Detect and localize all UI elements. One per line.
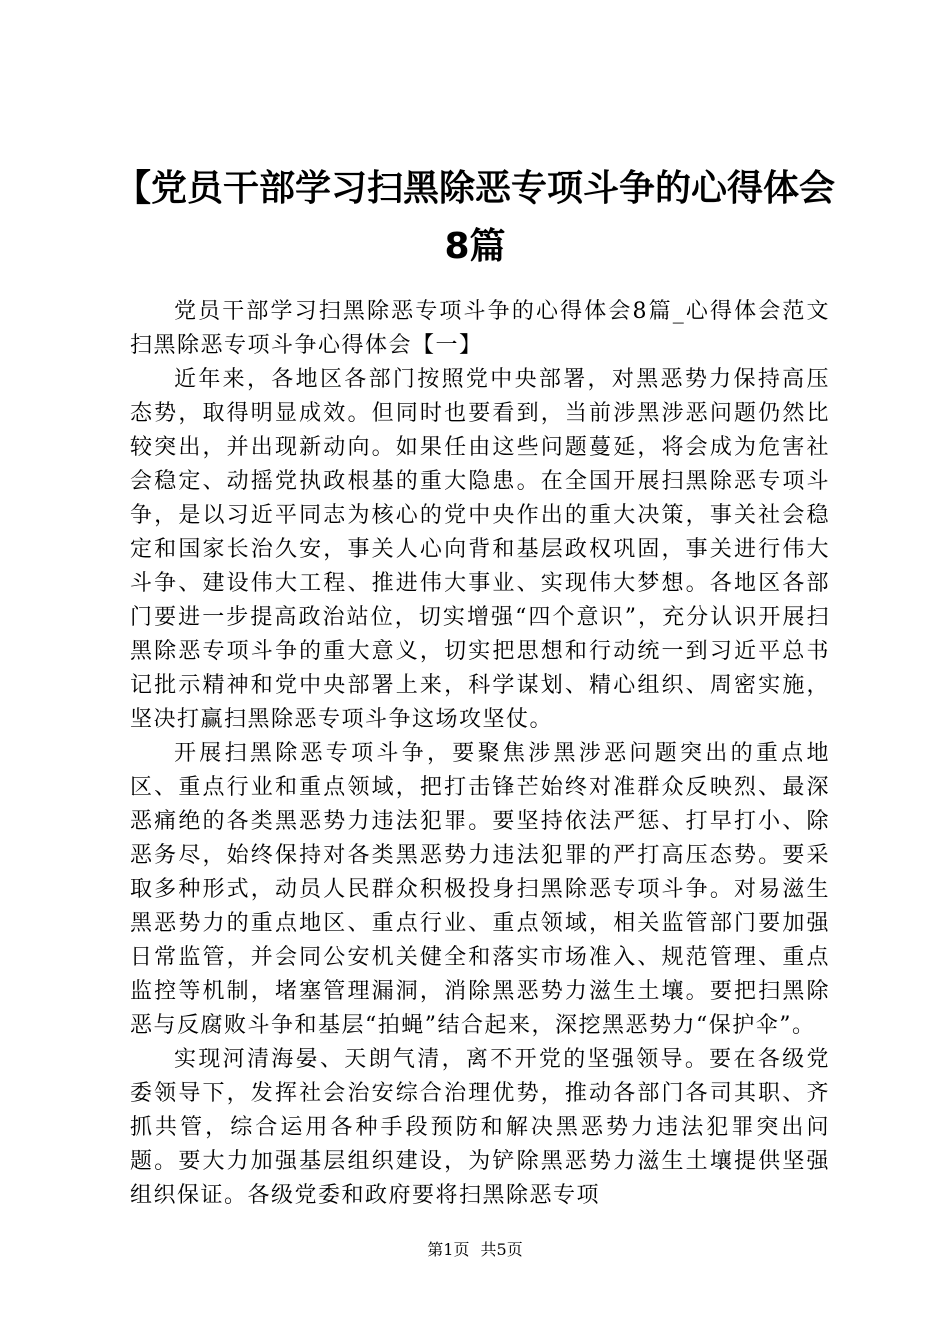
paragraph-intro: 党员干部学习扫黑除恶专项斗争的心得体会8篇_心得体会范文扫黑除恶专项斗争心得体会【一】 [130,299,830,358]
paragraph-1: 近年来，各地区各部门按照党中央部署，对黑恶势力保持高压态势，取得明显成效。但同时也要看到，当前涉黑涉恶问题仍然比较突出，并出现新动向。如果任由这些问题蔓延，将会成为危害社会稳定、动摇党执政根基的重大隐患。在全国开展扫黑除恶专项斗争，是以习近平同志为核心的党中央作出的重大决策，事关社会稳定和国家长治久安，事关人心向背和基层政权巩固，事关进行伟大斗争、建设伟大工程、推进伟大事业、实现伟大梦想。各地区各部门要进一步提高政治站位，切实增强“四个意识”，充分认识开展扫黑除恶专项斗争的重大意义，切实把思想和行动统一到习近平总书记批示精神和党中央部署上来，科学谋划、精心组织、周密实施，坚决打赢扫黑除恶专项斗争这场攻坚仗。 [130,367,830,732]
document-title: 【党员干部学习扫黑除恶专项斗争的心得体会8篇 [114,168,835,267]
document-body [130,295,830,1213]
page-number: 第1页 [427,1240,470,1259]
paragraph-3: 实现河清海晏、天朗气清，离不开党的坚强领导。要在各级党委领导下，发挥社会治安综合治理优势，推动各部门各司其职、齐抓共管，综合运用各种手段预防和解决黑恶势力违法犯罪突出问题。要大力加强基层组织建设，为铲除黑恶势力滋生土壤提供坚强组织保证。各级党委和政府要将扫黑除恶专项 [130,1047,830,1208]
page-total: 共5页 [480,1240,523,1259]
page-footer [0,1240,950,1260]
paragraph-2: 开展扫黑除恶专项斗争，要聚焦涉黑涉恶问题突出的重点地区、重点行业和重点领域，把打击锋芒始终对准群众反映烈、最深恶痛绝的各类黑恶势力违法犯罪。要坚持依法严惩、打早打小、除恶务尽，始终保持对各类黑恶势力违法犯罪的严打高压态势。要采取多种形式，动员人民群众积极投身扫黑除恶专项斗争。对易滋生黑恶势力的重点地区、重点行业、重点领域，相关监管部门要加强日常监管，并会同公安机关健全和落实市场准入、规范管理、重点监控等机制，堵塞管理漏洞，消除黑恶势力滋生土壤。要把扫黑除恶与反腐败斗争和基层“拍蝇”结合起来，深挖黑恶势力“保护伞”。 [130,741,830,1038]
